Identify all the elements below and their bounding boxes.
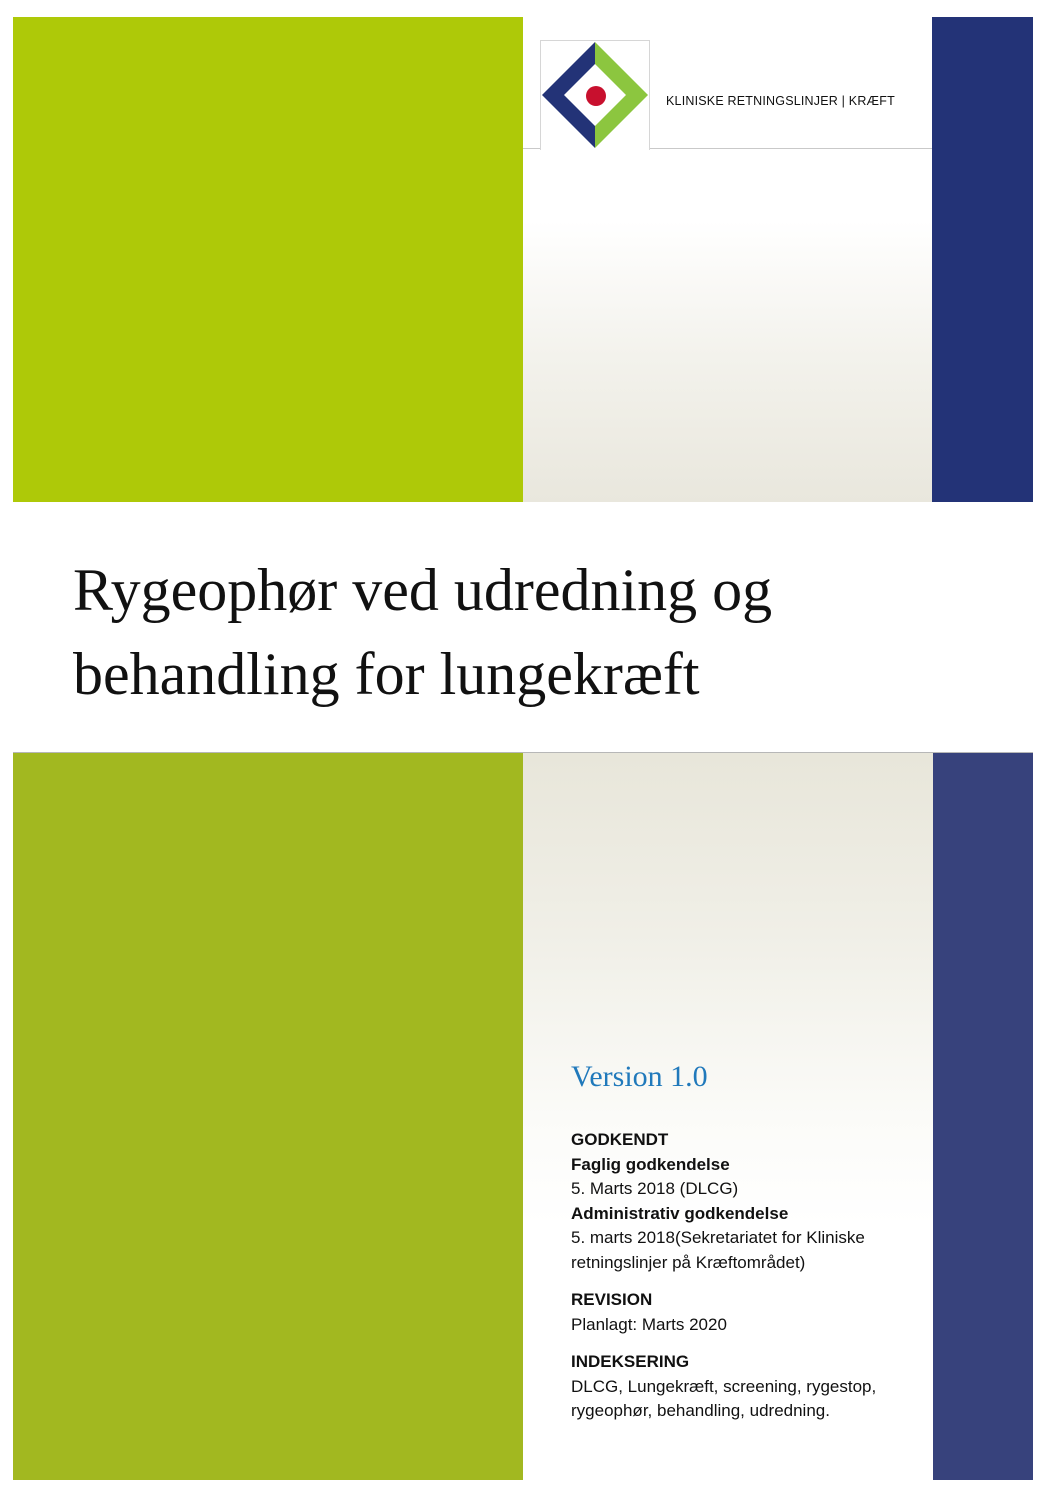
faglig-label: Faglig godkendelse <box>571 1154 730 1174</box>
indexing-heading: INDEKSERING <box>571 1352 690 1371</box>
version-label: Version 1.0 <box>571 1060 708 1093</box>
bottom-green-panel <box>13 753 523 1480</box>
top-green-panel <box>13 17 523 502</box>
document-title <box>73 548 1013 716</box>
admin-value-line-1: 5. marts 2018(Sekretariatet for Kliniske <box>571 1228 865 1247</box>
admin-value-line-2: retningslinjer på Kræftområdet) <box>571 1252 806 1272</box>
logo <box>540 40 650 150</box>
title-line-1: Rygeophør ved udredning og <box>73 557 773 623</box>
bottom-navy-panel <box>933 753 1033 1480</box>
indexing-line-1: DLCG, Lungekræft, screening, rygestop, <box>571 1376 877 1396</box>
indexing-line-2: rygeophør, behandling, udredning. <box>571 1401 830 1420</box>
faglig-value: 5. Marts 2018 (DLCG) <box>571 1179 739 1198</box>
approval-heading: GODKENDT <box>571 1130 669 1149</box>
header-label: KLINISKE RETNINGSLINJER | KRÆFT <box>666 94 895 108</box>
revision-value: Planlagt: Marts 2020 <box>571 1314 727 1334</box>
top-navy-panel <box>932 17 1033 502</box>
revision-heading: REVISION <box>571 1290 653 1309</box>
admin-label: Administrativ godkendelse <box>571 1203 789 1223</box>
title-line-2: behandling for lungekræft <box>73 641 700 707</box>
dmcg-diamond-logo-icon <box>541 41 649 149</box>
document-metadata <box>571 1128 916 1424</box>
